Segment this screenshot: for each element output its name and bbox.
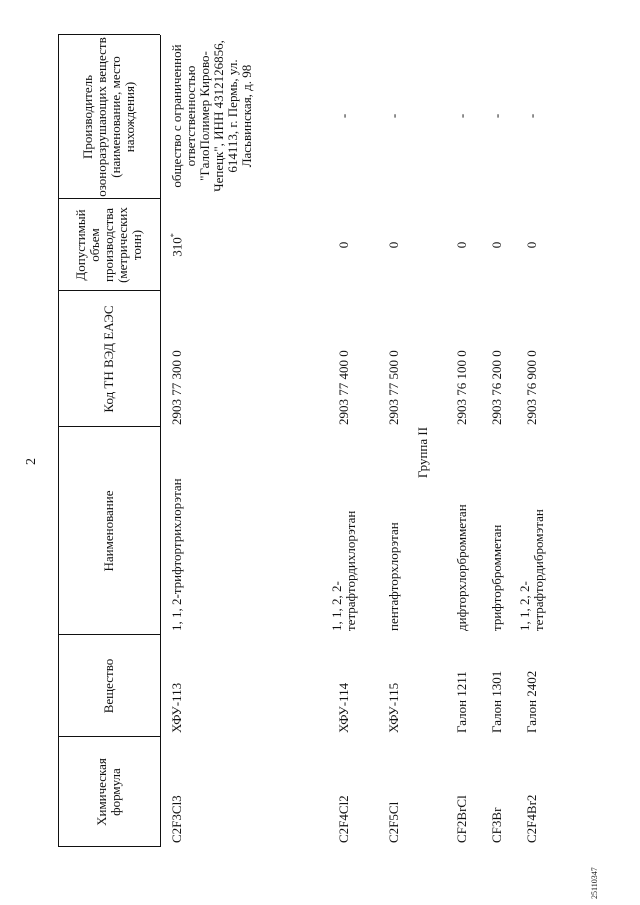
header-left-rule (58, 846, 160, 847)
table-row-producer: - (489, 113, 504, 119)
volume-footnote-mark: * (169, 233, 178, 238)
table-row-substance: ХФУ-115 (386, 682, 401, 733)
header-right-rule (58, 34, 160, 35)
table-row-name: 1, 1, 2-трифтортрихлорэтан (169, 478, 184, 631)
table-row-formula: C2F3Cl3 (169, 795, 184, 843)
header-volume: Допустимый объем производства (метрических тонн) (72, 207, 145, 283)
table-row-substance: Галон 1301 (489, 670, 504, 733)
header-formula: Химическая формула (93, 758, 123, 826)
table-row-substance: Галон 2402 (524, 670, 539, 733)
table-row-volume: 0 (524, 241, 539, 249)
table-row-formula: C2F4Cl2 (336, 795, 351, 843)
header-bottom-rule (160, 35, 161, 847)
table-row-producer: общество с ограниченной ответственностью "ГалоПолимер Кирово-Чепецк", ИНН 4312126856, 614113, г. Пермь, ул. Ласьвинская, д. 98 (169, 40, 255, 192)
table-row-name: 1, 1, 2, 2-тетрафтордибромэтан (517, 509, 547, 631)
page-number: 2 (24, 458, 39, 465)
table-row-name: трифторбромметан (489, 524, 504, 631)
header-divider-1 (58, 736, 160, 737)
table-row-code: 2903 76 200 0 (489, 350, 504, 425)
table-row-formula: CF3Br (489, 807, 504, 843)
header-substance: Вещество (100, 658, 116, 714)
header-code: Код ТН ВЭД ЕАЭС (100, 305, 116, 413)
table-row-producer: - (524, 113, 539, 119)
table-row-substance: Галон 1211 (454, 671, 469, 733)
table-row-name: 1, 1, 2, 2-тетрафтордихлорэтан (329, 510, 359, 631)
table-row-code: 2903 77 400 0 (336, 350, 351, 425)
table-row-volume: 0 (489, 241, 504, 249)
table-row-code: 2903 76 900 0 (524, 350, 539, 425)
group-label: Группа II (415, 426, 430, 479)
table-row-formula: C2F5Cl (386, 801, 401, 843)
table-row-code: 2903 77 300 0 (169, 350, 184, 425)
header-name: Наименование (100, 490, 116, 572)
table-row-volume (170, 201, 184, 289)
table-row-name: пентафторхлорэтан (386, 522, 401, 631)
table-row-substance: ХФУ-114 (336, 682, 351, 733)
header-divider-4 (58, 290, 160, 291)
header-divider-5 (58, 198, 160, 199)
table-row-volume: 0 (336, 241, 351, 249)
table-row-code: 2903 76 100 0 (454, 350, 469, 425)
volume-value: 310 (169, 237, 185, 257)
header-producer: Производитель озоноразрушающих веществ (наименование, место нахождения) (79, 37, 138, 197)
table-row-producer: - (336, 113, 351, 119)
table-row-formula: C2F4Br2 (524, 794, 539, 843)
table-row-producer: - (386, 113, 401, 119)
table-row-name: дифторхлорбромметан (454, 504, 469, 631)
table-row-substance: ХФУ-113 (169, 682, 184, 733)
table-row-volume: 0 (386, 241, 401, 249)
table-row-producer: - (454, 113, 469, 119)
document-code: 25110347 (590, 867, 599, 899)
table-row-code: 2903 77 500 0 (386, 350, 401, 425)
header-divider-2 (58, 634, 160, 635)
table-row-formula: CF2BrCl (454, 795, 469, 843)
table-row-volume: 0 (454, 241, 469, 249)
header-divider-3 (58, 426, 160, 427)
